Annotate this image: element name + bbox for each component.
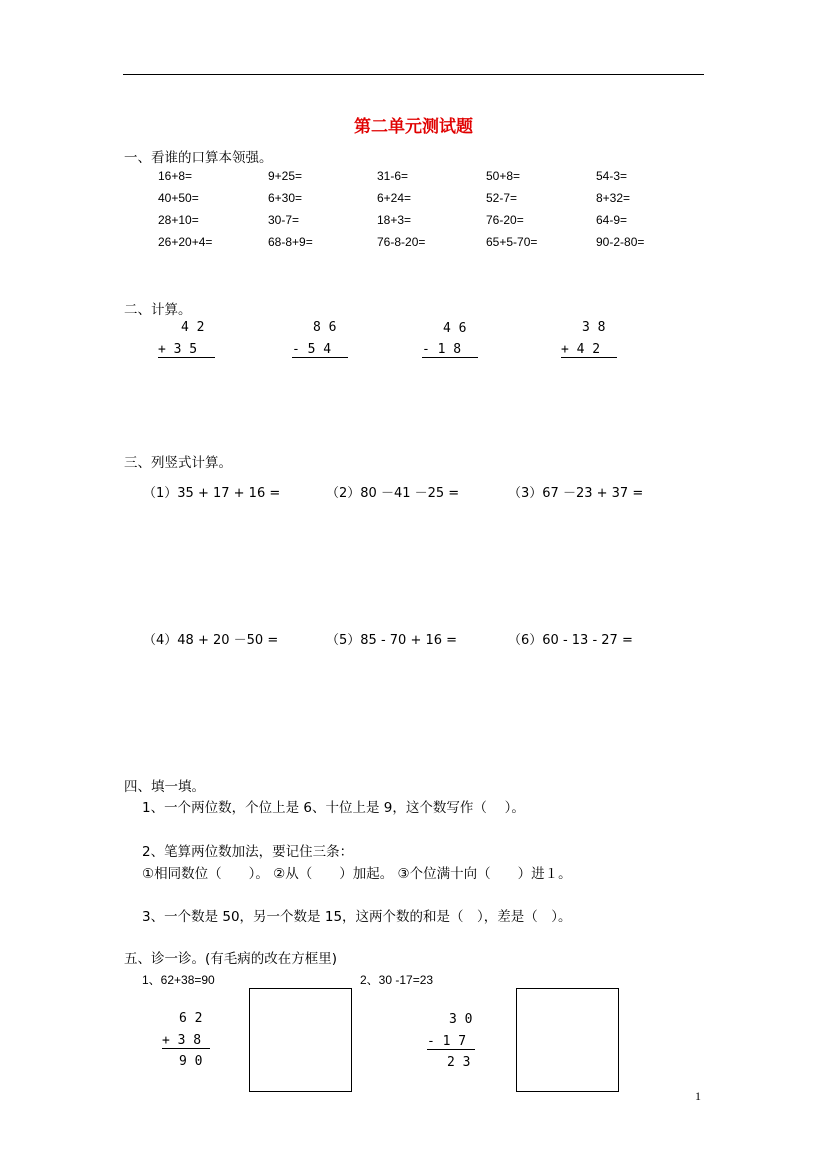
calc-4-top: 3 8 bbox=[582, 320, 606, 335]
oral-item: 76-20= bbox=[486, 213, 524, 227]
vertical-calc-item-2: （2）80 －41 －25 = bbox=[326, 486, 460, 501]
page-title: 第二单元测试题 bbox=[354, 117, 473, 137]
oral-item: 31-6= bbox=[377, 169, 409, 183]
calc-3-bottom: - 1 8 bbox=[422, 342, 478, 358]
oral-item: 28+10= bbox=[158, 213, 199, 227]
fill-question-2-blanks: ①相同数位（ ）。 ②从（ ）加起。 ③个位满十向（ ）进１。 bbox=[142, 866, 572, 882]
diagnose-2-mid: - 1 7 bbox=[427, 1034, 475, 1050]
diagnose-1-label: 1、62+38=90 bbox=[142, 973, 215, 987]
oral-item: 6+24= bbox=[377, 191, 412, 205]
calc-2-top: 8 6 bbox=[313, 320, 337, 335]
calc-1-top: 4 2 bbox=[181, 320, 205, 335]
oral-item: 9+25= bbox=[268, 169, 303, 183]
section-3-heading: 三、列竖式计算。 bbox=[124, 455, 232, 471]
vertical-calc-item-5: （5）85 - 70 + 16 = bbox=[326, 633, 458, 648]
oral-item: 76-8-20= bbox=[377, 235, 426, 249]
oral-item: 26+20+4= bbox=[158, 235, 213, 249]
diagnose-1-top: 6 2 bbox=[179, 1011, 203, 1026]
diagnose-2-result: 2 3 bbox=[447, 1055, 471, 1070]
oral-item: 90-2-80= bbox=[596, 235, 645, 249]
oral-item: 40+50= bbox=[158, 191, 199, 205]
calc-1-bottom: + 3 5 bbox=[158, 342, 215, 358]
oral-item: 52-7= bbox=[486, 191, 518, 205]
diagnose-1-result: 9 0 bbox=[179, 1054, 203, 1069]
diagnose-2-label: 2、30 -17=23 bbox=[360, 973, 434, 987]
oral-item: 64-9= bbox=[596, 213, 628, 227]
vertical-calc-item-3: （3）67 －23 + 37 = bbox=[508, 486, 644, 501]
section-4-heading: 四、填一填。 bbox=[124, 779, 205, 795]
oral-item: 6+30= bbox=[268, 191, 303, 205]
section-5-heading: 五、诊一诊。(有毛病的改在方框里) bbox=[124, 951, 338, 967]
header-rule bbox=[123, 74, 704, 75]
oral-item: 65+5-70= bbox=[486, 235, 538, 249]
calc-4-bottom: + 4 2 bbox=[561, 342, 617, 358]
section-1-heading: 一、看谁的口算本领强。 bbox=[124, 150, 273, 166]
vertical-calc-item-6: （6）60 - 13 - 27 = bbox=[508, 633, 633, 648]
fill-question-3: 3、一个数是 50，另一个数是 15，这两个数的和是（ ），差是（ ）。 bbox=[142, 909, 572, 925]
calc-2-bottom: - 5 4 bbox=[292, 342, 348, 358]
diagnose-2-top: 3 0 bbox=[449, 1012, 473, 1027]
oral-item: 68-8+9= bbox=[268, 235, 313, 249]
oral-item: 8+32= bbox=[596, 191, 631, 205]
section-2-heading: 二、计算。 bbox=[124, 302, 192, 318]
fill-question-2: 2、笔算两位数加法，要记住三条： bbox=[142, 844, 354, 860]
oral-item: 16+8= bbox=[158, 169, 193, 183]
oral-item: 18+3= bbox=[377, 213, 412, 227]
correction-box-1[interactable] bbox=[249, 988, 352, 1092]
vertical-calc-item-4: （4）48 + 20 －50 = bbox=[143, 633, 279, 648]
vertical-calc-item-1: （1）35 + 17 + 16 = bbox=[143, 486, 281, 501]
page-number: 1 bbox=[695, 1089, 701, 1103]
oral-item: 50+8= bbox=[486, 169, 521, 183]
fill-question-1: 1、一个两位数，个位上是 6、十位上是 9，这个数写作（ ）。 bbox=[142, 800, 525, 816]
oral-item: 30-7= bbox=[268, 213, 300, 227]
correction-box-2[interactable] bbox=[516, 988, 619, 1092]
calc-3-top: 4 6 bbox=[443, 321, 467, 336]
oral-item: 54-3= bbox=[596, 169, 628, 183]
diagnose-1-mid: + 3 8 bbox=[162, 1033, 210, 1049]
